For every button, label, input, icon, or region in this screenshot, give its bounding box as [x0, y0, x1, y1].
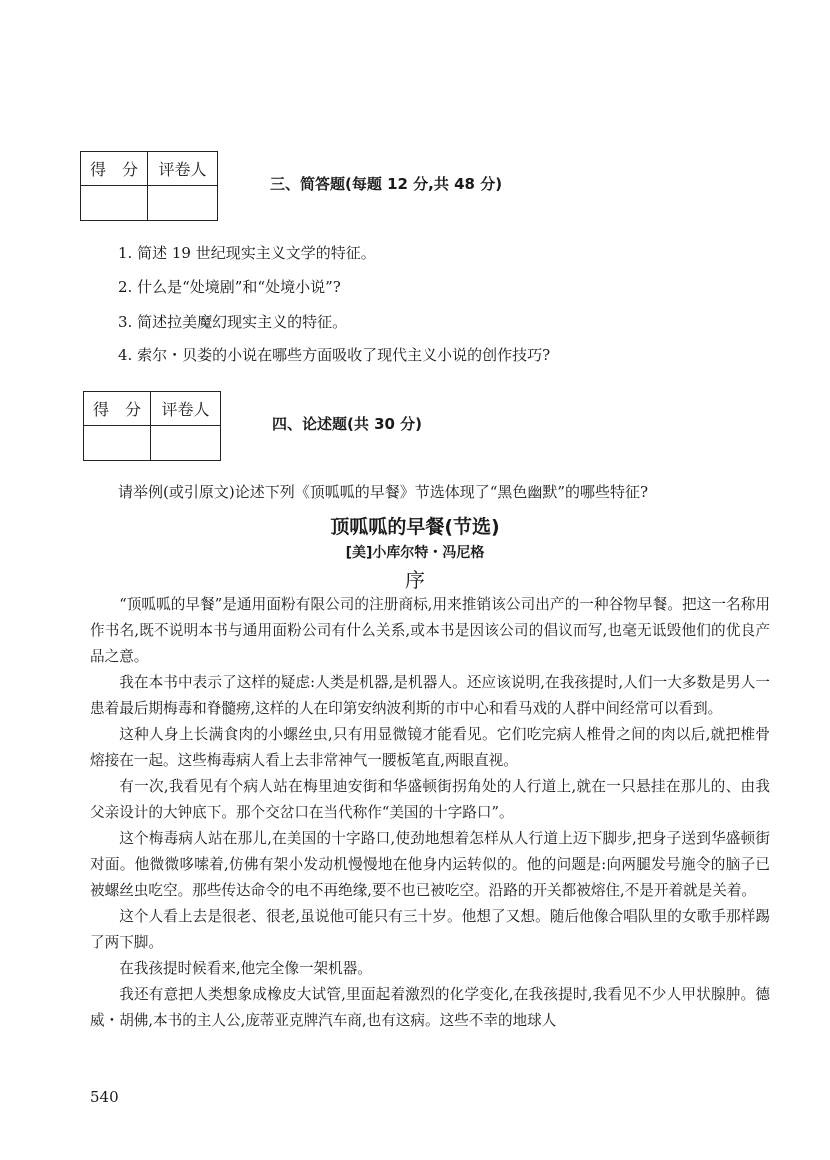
question-2: 2. 什么是“处境剧”和“处境小说”? — [118, 278, 341, 296]
section-3-title: 三、简答题(每题 12 分,共 48 分) — [270, 175, 503, 193]
score-cell — [81, 186, 148, 221]
paragraph: “顶呱呱的早餐”是通用面粉有限公司的注册商标,用来推销该公司出产的一种谷物早餐。把这一名称用作书名,既不说明本书与通用面粉公司有什么关系,或本书是因该公司的倡议而写,也毫无诋毁他们的优良产品之意。 — [90, 596, 770, 665]
paragraph: 这个梅毒病人站在那儿,在美国的十字路口,使劲地想着怎样从人行道上迈下脚步,把身子送到华盛顿街对面。他微微哆嗦着,仿佛有架小发动机慢慢地在他身内运转似的。他的问题是:向两腿发号施令的脑子已被螺丝虫吃空。那些传达命令的电不再绝缘,要不也已被吃空。沿路的开关都被熔住,不是开着就是关着。 — [90, 830, 770, 899]
score-cell — [84, 426, 151, 461]
paragraph: 这个人看上去是很老、很老,虽说他可能只有三十岁。他想了又想。随后他像合唱队里的女歌手那样踢了两下脚。 — [90, 908, 770, 951]
grader-header: 评卷人 — [151, 392, 221, 426]
paragraph: 有一次,我看见有个病人站在梅里迪安街和华盛顿街拐角处的人行道上,就在一只悬挂在那儿的、由我父亲设计的大钟底下。那个交岔口在当代称作“美国的十字路口”。 — [90, 778, 770, 821]
score-table — [80, 151, 218, 221]
grader-cell — [151, 426, 221, 461]
grader-cell — [148, 186, 218, 221]
page-number: 540 — [90, 1088, 119, 1106]
paragraph: 我还有意把人类想象成橡皮大试管,里面起着激烈的化学变化,在我孩提时,我看见不少人甲状腺肿。德威・胡佛,本书的主人公,庞蒂亚克牌汽车商,也有这病。这些不幸的地球人 — [90, 986, 770, 1029]
grader-header: 评卷人 — [148, 152, 218, 186]
paragraph: 我在本书中表示了这样的疑虑:人类是机器,是机器人。还应该说明,在我孩提时,人们一大多数是男人一患着最后期梅毒和脊髓痨,这样的人在印第安纳波利斯的市中心和看马戏的人群中间经常可以看到。 — [90, 674, 770, 717]
story-section-heading: 序 — [405, 568, 425, 592]
story-title: 顶呱呱的早餐(节选) — [330, 516, 500, 538]
score-table — [83, 391, 221, 461]
paragraph: 在我孩提时候看来,他完全像一架机器。 — [119, 960, 372, 977]
story-author: [美]小库尔特・冯尼格 — [345, 545, 485, 561]
story-body — [90, 592, 770, 1034]
section-4-title: 四、论述题(共 30 分) — [272, 415, 423, 433]
paragraph: 这种人身上长满食肉的小螺丝虫,只有用显微镜才能看见。它们吃完病人椎骨之间的肉以后,就把椎骨熔接在一起。这些梅毒病人看上去非常神气一腰板笔直,两眼直视。 — [90, 726, 770, 769]
question-1: 1. 简述 19 世纪现实主义文学的特征。 — [118, 244, 376, 262]
question-3: 3. 简述拉美魔幻现实主义的特征。 — [118, 313, 348, 331]
essay-prompt: 请举例(或引原文)论述下列《顶呱呱的早餐》节选体现了“黑色幽默”的哪些特征? — [118, 483, 649, 501]
score-header: 得 分 — [81, 152, 148, 186]
score-header: 得 分 — [84, 392, 151, 426]
question-4: 4. 索尔・贝娄的小说在哪些方面吸收了现代主义小说的创作技巧? — [118, 346, 551, 364]
